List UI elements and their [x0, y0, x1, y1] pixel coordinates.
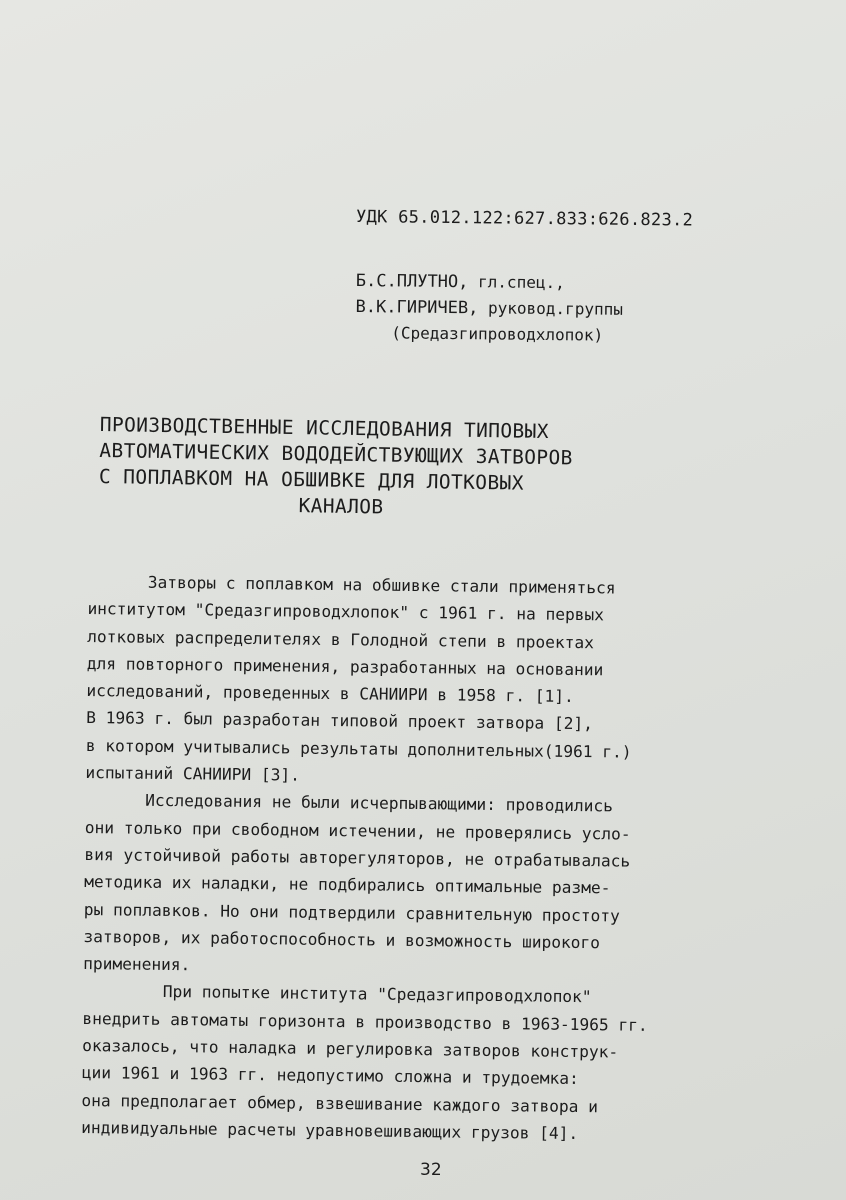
udk-code: УДК 65.012.122:627.833:626.823.2 [355, 207, 694, 231]
authors-block [355, 268, 623, 348]
paragraph-line: внедрить автоматы горизонта в производство в 1963-1965 гг. [82, 1008, 648, 1035]
paragraph-line: оказалось, что наладка и регулировка затворов конструк- [82, 1036, 619, 1062]
author-role: гл.спец., [477, 272, 565, 293]
author-role: руковод.группы [487, 298, 624, 319]
paragraph-line: В 1963 г. был разработан типовой проект затвора [2], [86, 708, 594, 734]
paragraph-line: для повторного применения, разработанных на основании [86, 653, 604, 680]
paragraph-line: Исследования не были исчерпывающими: проводились [145, 791, 614, 816]
title-line: АВТОМАТИЧЕСКИХ ВОДОДЕЙСТВУЮЩИХ ЗАТВОРОВ [99, 438, 573, 470]
body-text [81, 568, 828, 1150]
paragraph-line: исследований, проведенных в САНИИРИ в 1958 г. [1]. [86, 681, 574, 707]
author-name: Б.С.ПЛУТНО, [355, 270, 469, 293]
paragraph-line: применения. [83, 954, 191, 975]
paragraph-line: индивидуальные расчеты уравновешивающих грузов [4]. [81, 1117, 579, 1143]
paragraph-line: вия устойчивой работы авторегуляторов, не отрабатывалась [84, 844, 631, 871]
paragraph-line: лотковых распределителях в Голодной степи в проектах [87, 626, 595, 652]
paragraph-line: методика их наладки, не подбирались оптимальные разме- [84, 872, 611, 898]
author-line [356, 268, 624, 297]
title-line: С ПОПЛАВКОМ НА ОБШИВКЕ ДЛЯ ЛОТКОВЫХ [98, 464, 525, 495]
title-line: ПРОИЗВОДСТВЕННЫЕ ИССЛЕДОВАНИЯ ТИПОВЫХ [99, 412, 550, 444]
paragraph-line: ры поплавков. Но они подтвердили сравнительную простоту [83, 899, 620, 926]
article-title [98, 412, 573, 523]
paragraph-line: в котором учитывались результаты дополнительных(1961 г.) [85, 735, 632, 762]
paragraph-line: они только при свободном истечении, не проверялись усло- [84, 817, 631, 844]
title-line: КАНАЛОВ [298, 494, 384, 519]
paragraph-line: затворов, их работоспособность и возможность широкого [83, 926, 601, 953]
paragraph-line: ции 1961 и 1963 гг. недопустимо сложна и трудоемка: [81, 1063, 579, 1089]
paragraph-line: институтом "Средазгипроводхлопок" с 1961 г. на первых [87, 599, 605, 625]
paragraph-line: При попытке института "Средазгипроводхлопок" [162, 982, 592, 1007]
paragraph-line: Затворы с поплавком на обшивке стали применяться [147, 572, 616, 598]
paragraph-line: испытаний САНИИРИ [3]. [85, 763, 301, 785]
paragraph-line: она предполагает обмер, взвешивание каждого затвора и [81, 1090, 599, 1116]
author-name: В.К.ГИРИЧЕВ, [355, 296, 479, 319]
author-line [355, 294, 623, 323]
page-number: 32 [420, 1160, 442, 1180]
author-organization: (Средазгипроводхлопок) [391, 323, 604, 345]
